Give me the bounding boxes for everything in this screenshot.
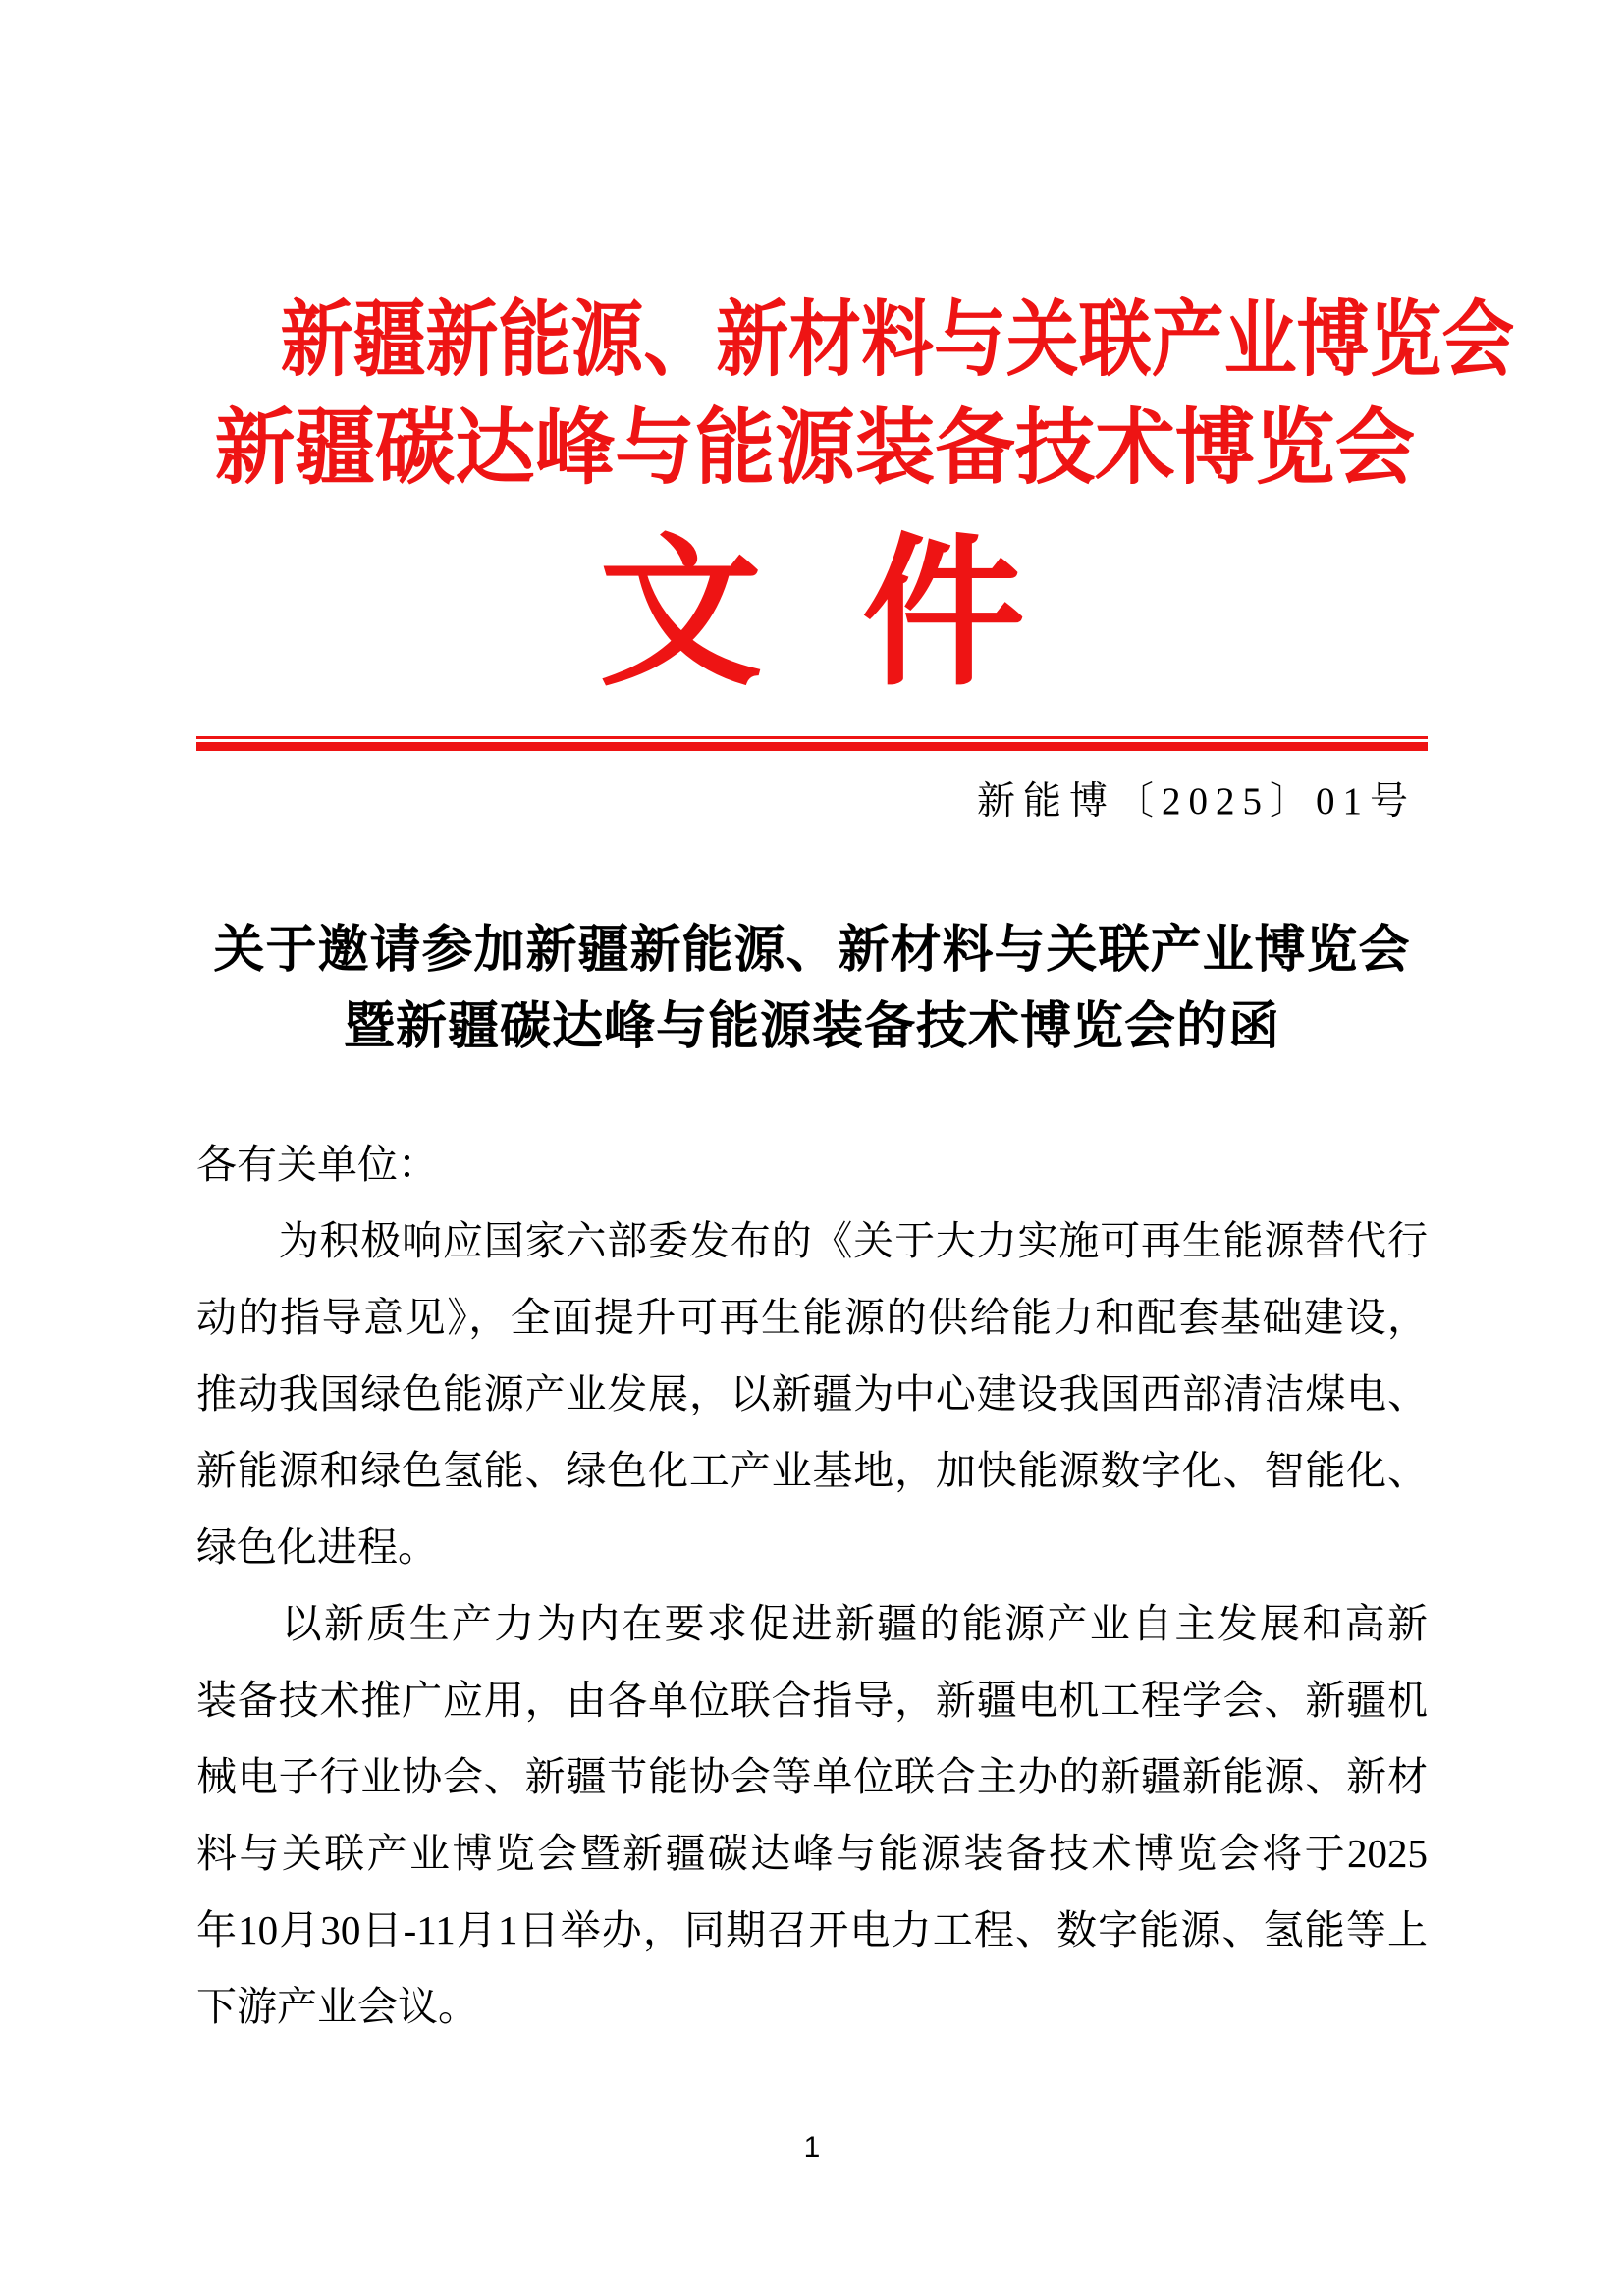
body-line: 为积极响应国家六部委发布的《关于大力实施可再生能源替代行 — [196, 1218, 1428, 1263]
page-number: 1 — [803, 2131, 821, 2163]
subject-heading — [196, 913, 1428, 1066]
masthead-title-line-1 — [196, 295, 1515, 387]
body-line: 年10月30日-11月1日举办，同期召开电力工程、数字能源、氢能等上 — [196, 1907, 1428, 1952]
subject-heading-line-2: 暨新疆碳达峰与能源装备技术博览会的函 — [343, 999, 1280, 1055]
body-line: 下游产业会议。 — [196, 1984, 478, 2029]
body-line: 装备技术推广应用，由各单位联合指导，新疆电机工程学会、新疆机 — [196, 1678, 1428, 1723]
body-line: 以新质生产力为内在要求促进新疆的能源产业自主发展和高新 — [196, 1601, 1428, 1646]
subject-heading-line-1: 关于邀请参加新疆新能源、新材料与关联产业博览会 — [213, 923, 1411, 979]
doc-type-label: 文 件 — [599, 524, 1025, 705]
masthead-title-line-2-text: 新疆碳达峰与能源装备技术博览会 — [214, 403, 1416, 495]
body-salutation: 各有关单位： — [196, 1142, 438, 1187]
masthead-separator-thin-line — [196, 736, 1428, 739]
body-line: 料与关联产业博览会暨新疆碳达峰与能源装备技术博览会将于2025 — [196, 1831, 1428, 1876]
body-line: 绿色化进程。 — [196, 1524, 438, 1570]
masthead-title-line-1-text: 新疆新能源、新材料与关联产业博览会 — [280, 295, 1515, 387]
body-line: 械电子行业协会、新疆节能协会等单位联合主办的新疆新能源、新材 — [196, 1754, 1428, 1799]
body-line: 新能源和绿色氢能、绿色化工产业基地，加快能源数字化、智能化、 — [196, 1448, 1428, 1493]
masthead-separator-thick-line — [196, 742, 1428, 751]
body-line: 推动我国绿色能源产业发展，以新疆为中心建设我国西部清洁煤电、 — [196, 1371, 1428, 1416]
body-text — [196, 1126, 1428, 2045]
body-line: 动的指导意见》，全面提升可再生能源的供给能力和配套基础建设， — [196, 1295, 1428, 1340]
document-number: 新能博〔2025〕01号 — [976, 780, 1416, 823]
masthead-title-line-2 — [196, 403, 1428, 495]
